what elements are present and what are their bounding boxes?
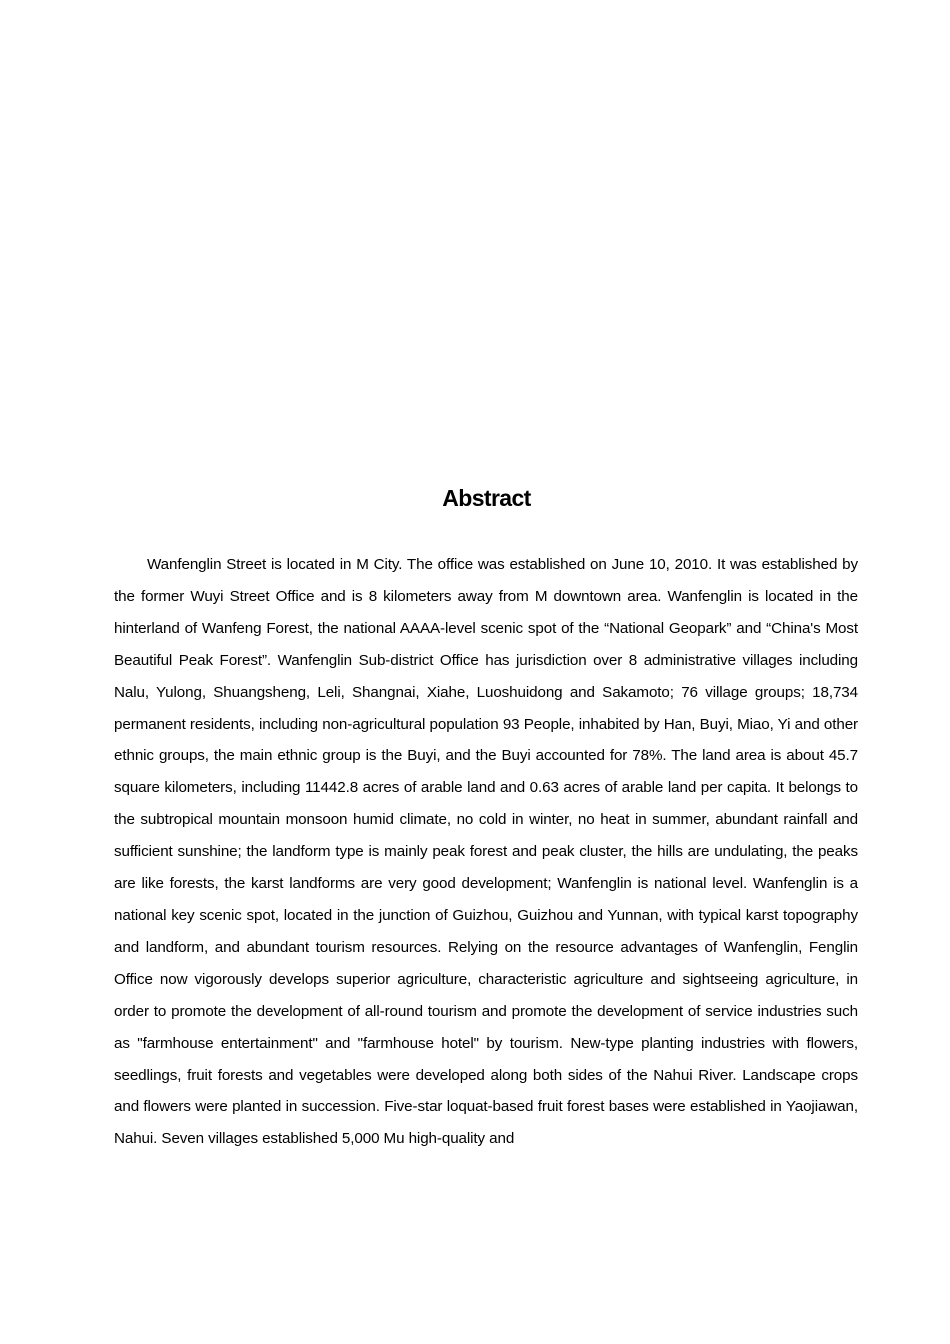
abstract-heading: Abstract — [442, 485, 531, 511]
abstract-paragraph: Wanfenglin Street is located in M City. The office was established on June 10, 2010. It was established by the former Wuyi Street Office and is 8 kilometers away from M downtown area. Wanfenglin is located in the hinterland of Wanfeng Forest, the national AAAA-level scenic spot of the “National Geopark” and “China's Most Beautiful Peak Forest”. Wanfenglin Sub-district Office has jurisdiction over 8 administrative villages including Nalu, Yulong, Shuangsheng, Leli, Shangnai, Xiahe, Luoshuidong and Sakamoto; 76 village groups; 18,734 permanent residents, including non-agricultural population 93 People, inhabited by Han, Buyi, Miao, Yi and other ethnic groups, the main ethnic group is the Buyi, and the Buyi accounted for 78%. The land area is about 45.7 square kilometers, including 11442.8 acres of arable land and 0.63 acres of arable land per capita. It belongs to the subtropical mountain monsoon humid climate, no cold in winter, no heat in summer, abundant rainfall and sufficient sunshine; the landform type is mainly peak forest and peak cluster, the hills are undulating, the peaks are like forests, the karst landforms are very good development; Wanfenglin is national level. Wanfenglin is a national key scenic spot, located in the junction of Guizhou, Guizhou and Yunnan, with typical karst topography and landform, and abundant tourism resources. Relying on the resource advantages of Wanfenglin, Fenglin Office now vigorously develops superior agriculture, characteristic agriculture and sightseeing agriculture, in order to promote the development of all-round tourism and promote the development of service industries such as "farmhouse entertainment" and "farmhouse hotel" by tourism. New-type planting industries with flowers, seedlings, fruit forests and vegetables were developed along both sides of the Nahui River. Landscape crops and flowers were planted in succession. Five-star loquat-based fruit forest bases were established in Yaojiawan, Nahui. Seven villages established 5,000 Mu high-quality and — [114, 556, 858, 1148]
